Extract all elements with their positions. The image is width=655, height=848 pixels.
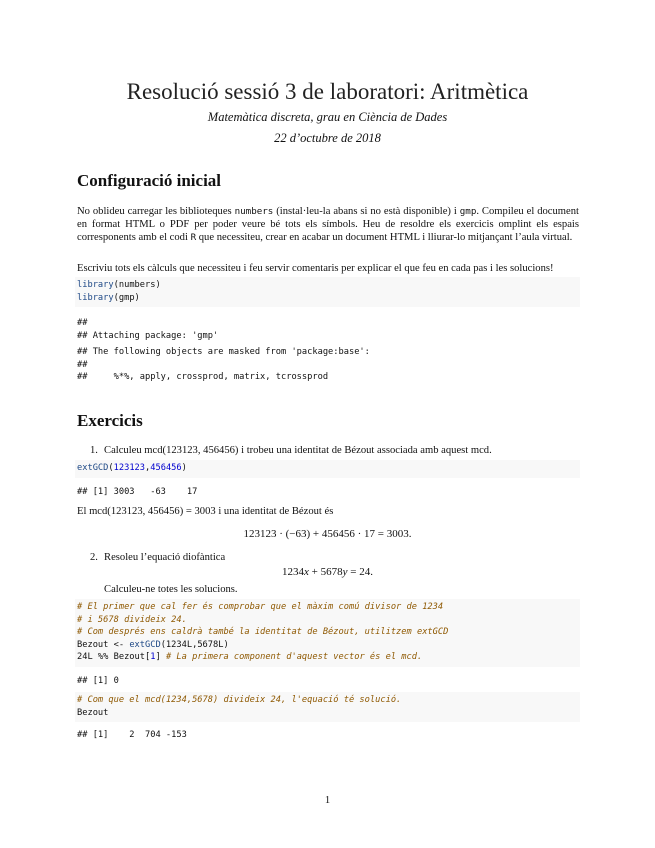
code-line: library(gmp)	[77, 292, 140, 303]
section-heading-configuracio: Configuració inicial	[77, 171, 222, 190]
output-mod: ## [1] 0	[77, 676, 119, 686]
document-title: Resolució sessió 3 de laboratori: Aritmètica	[126, 79, 529, 104]
exercise-2-text: Resoleu l’equació diofàntica	[104, 552, 226, 563]
package-numbers: numbers	[234, 206, 274, 217]
bezout-equation: 123123 · (−63) + 456456 · 17 = 3003.	[243, 528, 412, 540]
code-line: library(numbers)	[77, 280, 161, 290]
package-gmp: gmp	[459, 206, 477, 217]
instructions-paragraph: Escriviu tots els càlculs que necessiteu i feu servir comentaris per explicar el que feu en cada pas i les solucions!	[77, 263, 554, 274]
result-paragraph: El mcd(123123, 456456) = 3003 i una identitat de Bézout és	[77, 506, 334, 517]
exercise-2-subtext: Calculeu-ne totes les solucions.	[104, 584, 238, 595]
output-bezout: ## [1] 2 704 -153	[77, 730, 187, 740]
output-extgcd: ## [1] 3003 -63 17	[77, 487, 198, 497]
language-r: R	[190, 232, 197, 244]
code-block-libraries	[75, 277, 580, 307]
code-block-bezout: # El primer que cal fer és comprobar que el màxim comú divisor de 1234 # i 5678 divideix 24. # Com després ens caldrà també la identitat de Bézout, utilitzem extGCD Bezout <- extGCD(1234L,5678L) 24L %% Bezout[1] # La primera component d'aquest vector és el mcd.	[75, 599, 580, 667]
intro-paragraph: No oblideu carregar les biblioteques numbers (instal·leu-la abans si no està disponible) i gmp. Compileu el document en format HTML o PDF per poder veure bé tots els símbols. Heu de resoldre els exercicis omplint els espais corresponents amb el codi R que necessiteu, crear en acabar un document HTML i lliurar-lo mitjançant l’aula virtual.	[77, 206, 579, 244]
output-block-libraries: ## ## Attaching package: 'gmp' ## The following objects are masked from 'package:base': ## ## %*%, apply, crossprod, matrix, tcrossprod	[77, 318, 370, 382]
list-item-number: 1.	[90, 445, 98, 456]
diophantine-equation: 1234x + 5678y = 24.	[282, 566, 373, 578]
document-date: 22 d’octubre de 2018	[274, 131, 381, 145]
code-line: Bezout <- extGCD(1234L,5678L)	[77, 639, 229, 650]
code-block-bezout-print: # Com que el mcd(1234,5678) divideix 24, l'equació té solució. Bezout	[75, 692, 580, 722]
section-heading-exercicis: Exercicis	[77, 411, 143, 430]
code-line: 24L %% Bezout[1] # La primera component d'aquest vector és el mcd.	[77, 652, 423, 662]
code-block-extgcd: extGCD(123123,456456)	[75, 460, 580, 478]
document-subtitle: Matemàtica discreta, grau en Ciència de Dades	[207, 110, 448, 124]
exercise-1-text: Calculeu mcd(123123, 456456) i trobeu una identitat de Bézout associada amb aquest mcd.	[104, 445, 492, 456]
list-item-number: 2.	[90, 552, 98, 563]
page-number: 1	[324, 795, 331, 806]
